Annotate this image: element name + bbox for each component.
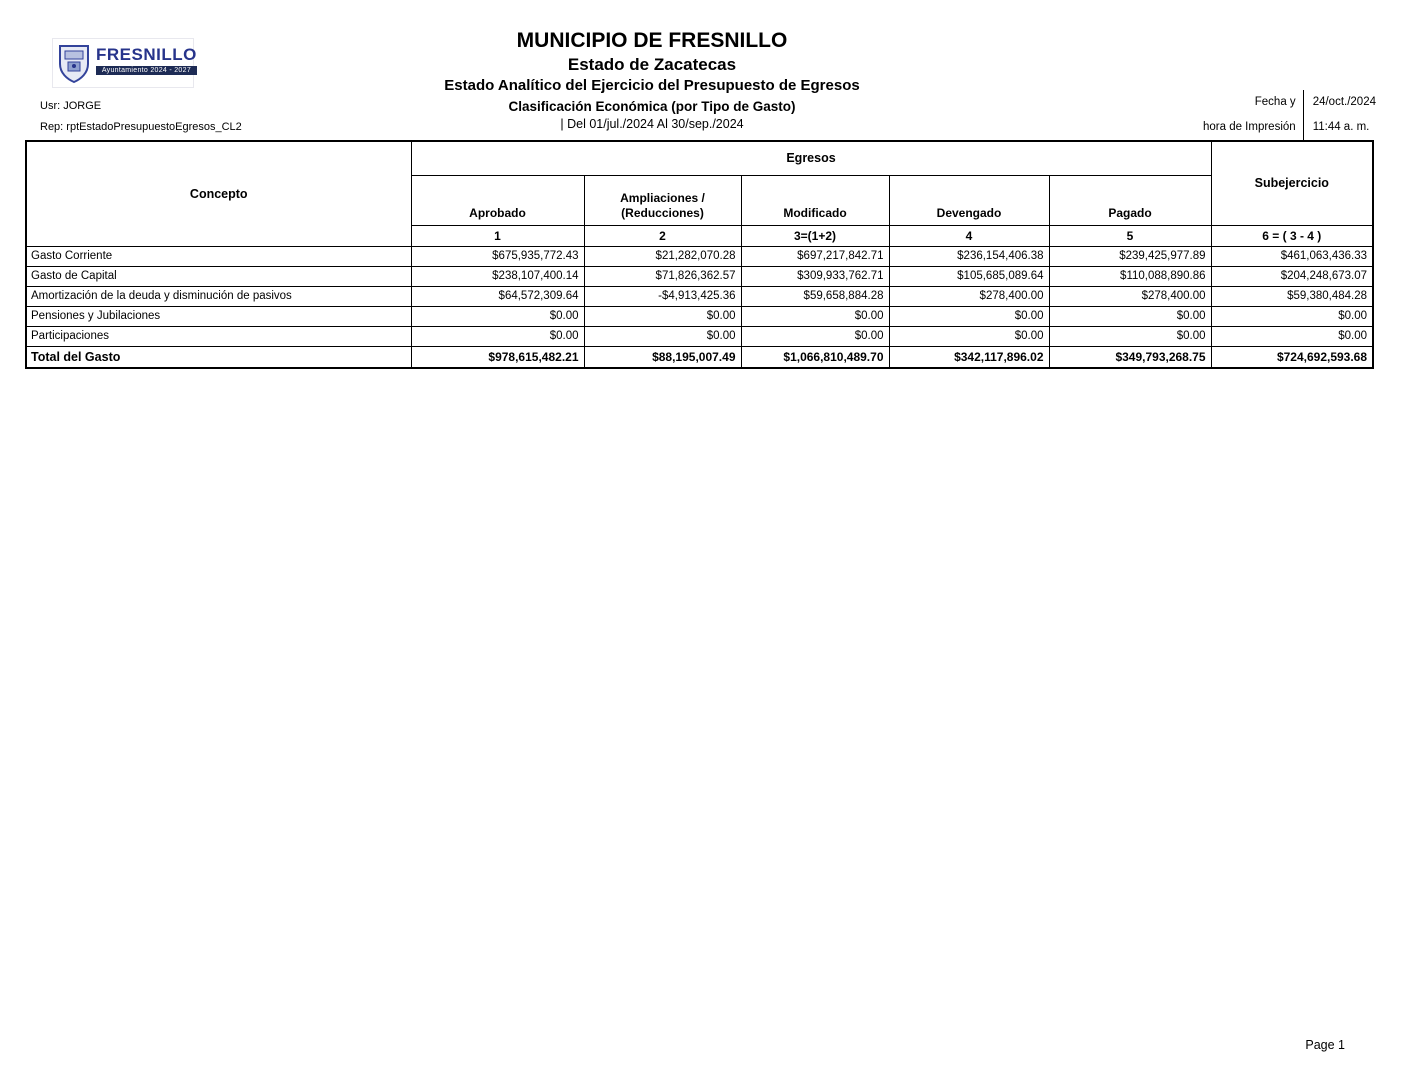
- column-number: 3=(1+2): [741, 225, 889, 246]
- amount-cell: $278,400.00: [1049, 286, 1211, 306]
- amount-cell: $349,793,268.75: [1049, 346, 1211, 368]
- column-number: 2: [584, 225, 741, 246]
- amount-cell: $0.00: [741, 306, 889, 326]
- amount-cell: $978,615,482.21: [411, 346, 584, 368]
- amount-cell: $105,685,089.64: [889, 266, 1049, 286]
- logo-subtitle: Ayuntamiento 2024 - 2027: [96, 66, 197, 75]
- report-title: Estado Analítico del Ejercicio del Presupuesto de Egresos: [444, 77, 860, 94]
- amount-cell: $675,935,772.43: [411, 246, 584, 266]
- amount-cell: $0.00: [889, 326, 1049, 346]
- amount-cell: $461,063,436.33: [1211, 246, 1373, 266]
- datetime-values: [1303, 90, 1376, 140]
- classification-title: Clasificación Económica (por Tipo de Gasto): [508, 99, 796, 114]
- date-label: Fecha y: [1254, 96, 1296, 108]
- user-label: Usr: JORGE: [40, 100, 102, 112]
- amount-cell: $697,217,842.71: [741, 246, 889, 266]
- column-number: 6 = ( 3 - 4 ): [1211, 225, 1373, 246]
- amount-cell: $88,195,007.49: [584, 346, 741, 368]
- column-header: Ampliaciones / (Reducciones): [584, 175, 741, 225]
- table-body: [26, 246, 1373, 368]
- table-row: [26, 306, 1373, 326]
- period-label: | Del 01/jul./2024 Al 30/sep./2024: [560, 117, 744, 131]
- amount-cell: $110,088,890.86: [1049, 266, 1211, 286]
- amount-cell: $0.00: [411, 326, 584, 346]
- column-header: Devengado: [889, 175, 1049, 225]
- column-number: 1: [411, 225, 584, 246]
- column-header: Aprobado: [411, 175, 584, 225]
- amount-cell: $0.00: [1049, 326, 1211, 346]
- table-row: [26, 246, 1373, 266]
- amount-cell: $724,692,593.68: [1211, 346, 1373, 368]
- title-block: [0, 28, 1304, 133]
- amount-cell: $204,248,673.07: [1211, 266, 1373, 286]
- amount-cell: $0.00: [411, 306, 584, 326]
- municipality-title: MUNICIPIO DE FRESNILLO: [516, 29, 788, 52]
- time-value: 11:44 a. m.: [1312, 121, 1370, 133]
- concepto-cell: Participaciones: [26, 326, 411, 346]
- concepto-cell: Pensiones y Jubilaciones: [26, 306, 411, 326]
- amount-cell: $238,107,400.14: [411, 266, 584, 286]
- amount-cell: $0.00: [584, 306, 741, 326]
- date-value: 24/oct./2024: [1312, 96, 1376, 108]
- total-row: [26, 346, 1373, 368]
- table-row: [26, 326, 1373, 346]
- amount-cell: $0.00: [1211, 326, 1373, 346]
- report-id-label: Rep: rptEstadoPresupuestoEgresos_CL2: [40, 121, 242, 133]
- amount-cell: $239,425,977.89: [1049, 246, 1211, 266]
- amount-cell: $0.00: [584, 326, 741, 346]
- amount-cell: $0.00: [889, 306, 1049, 326]
- amount-cell: $236,154,406.38: [889, 246, 1049, 266]
- concepto-cell: Gasto Corriente: [26, 246, 411, 266]
- amount-cell: $278,400.00: [889, 286, 1049, 306]
- header-row-egresos: [26, 141, 1373, 175]
- datetime-labels: [1203, 90, 1303, 140]
- page-number: Page 1: [1305, 1038, 1345, 1052]
- time-label: hora de Impresión: [1202, 121, 1296, 133]
- concepto-header: Concepto: [26, 141, 411, 246]
- subejercicio-header: Subejercicio: [1211, 141, 1373, 225]
- table-row: [26, 286, 1373, 306]
- amount-cell: $0.00: [741, 326, 889, 346]
- table-row: [26, 266, 1373, 286]
- amount-cell: $0.00: [1049, 306, 1211, 326]
- logo-name: FRESNILLO: [96, 45, 197, 64]
- amount-cell: -$4,913,425.36: [584, 286, 741, 306]
- egresos-header: Egresos: [411, 141, 1211, 175]
- concepto-cell: Gasto de Capital: [26, 266, 411, 286]
- amount-cell: $59,380,484.28: [1211, 286, 1373, 306]
- print-datetime: [1203, 90, 1376, 140]
- amount-cell: $342,117,896.02: [889, 346, 1049, 368]
- column-number: 5: [1049, 225, 1211, 246]
- amount-cell: $71,826,362.57: [584, 266, 741, 286]
- amount-cell: $1,066,810,489.70: [741, 346, 889, 368]
- column-header: Modificado: [741, 175, 889, 225]
- amount-cell: $21,282,070.28: [584, 246, 741, 266]
- column-header: Pagado: [1049, 175, 1211, 225]
- amount-cell: $0.00: [1211, 306, 1373, 326]
- budget-table: [25, 140, 1374, 369]
- state-title: Estado de Zacatecas: [567, 55, 737, 74]
- amount-cell: $64,572,309.64: [411, 286, 584, 306]
- column-number: 4: [889, 225, 1049, 246]
- amount-cell: $309,933,762.71: [741, 266, 889, 286]
- concepto-cell: Amortización de la deuda y disminución de pasivos: [26, 286, 411, 306]
- concepto-cell: Total del Gasto: [26, 346, 411, 368]
- amount-cell: $59,658,884.28: [741, 286, 889, 306]
